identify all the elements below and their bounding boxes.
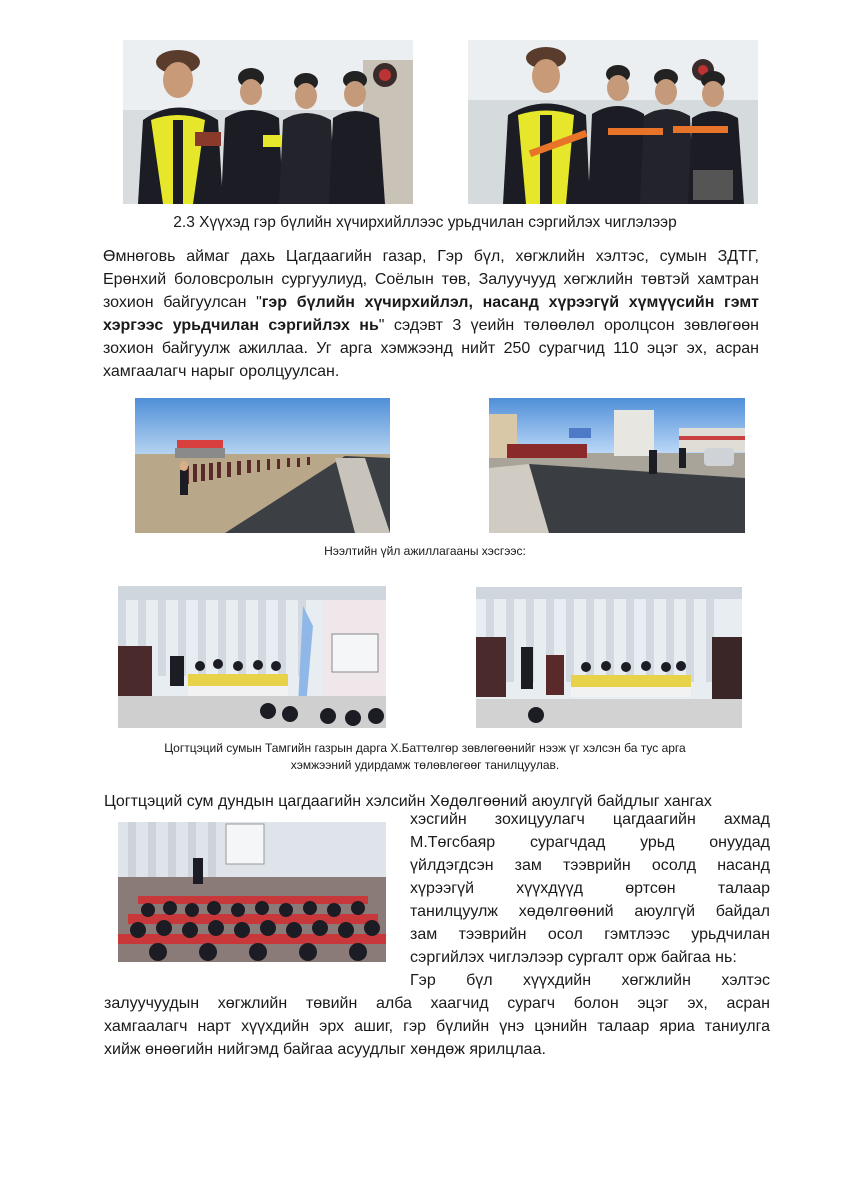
wrap-side-text — [410, 808, 770, 969]
section-heading: 2.3 Хүүхэд гэр бүлийн хүчирхийллээс урьдчилан сэргийлэх чиглэлээр — [173, 214, 677, 231]
photo-march-town — [489, 398, 745, 533]
final-last-line: хийж өнөөгийн нийгэмд байгаа асуудлыг хөндөж ярилцлаа. — [104, 1041, 546, 1058]
photo-march-road — [135, 398, 390, 533]
wrap-side-line: зам тээврийн осол гэмтлээс урьдчилан — [410, 926, 770, 943]
wrap-side-line: М.Төгсбаяр сурагчдад урьд онуудад — [410, 834, 770, 851]
wrap-side-last-line: сэргийлэх чиглэлээр сургалт орж байгаа нь: — [410, 949, 737, 966]
photo-meeting-right — [476, 587, 742, 728]
wrap-first-line: Цогтцэций сум дундын цагдаагийн хэлсийн Хөдөлгөөний аюулгүй байдлыг хангах — [104, 793, 712, 810]
photo-officers-right — [468, 40, 758, 204]
wrap-side-line: хүрээгүй хүүхдүүд өртсөн талаар — [410, 880, 770, 897]
final-line: залуучуудын хөгжлийн төвийн алба хаагчид сурагч болон эцэг эх, асран — [104, 995, 770, 1012]
intro-part1: Өмнөговь аймаг дахь Цагдаагийн газар, Гэр бүл, хөгжлийн хэлтэс, сумын ЗДТГ, Ерөнхий боловсролын сургуулиуд, Соёлын төв, Залуучууд хөгжлийн төвтэй хамтран зохион байгуулсан " — [103, 248, 759, 311]
intro-part2: " сэдэвт 3 үеийн төлөөлөл оролцсон зөвлөгөөн зохион байгуулж ажиллаа. Уг арга хэмжээнд нийт 250 сурагчид 110 эцэг эх, асран хамгаалагч нарыг оролцуулсан. — [103, 317, 759, 380]
wrap-side-line: танилцуулж хөдөлгөөний аюулгүй байдал — [410, 903, 770, 920]
photo-officers-left — [123, 40, 413, 204]
intro-bold-topic: гэр бүлийн хүчирхийлэл, насанд хүрээгүй хүмүүсийн гэмт хэргээс урьдчилан сэргийлэх нь — [103, 294, 759, 334]
wrap-side-line: хэсгийн зохицуулагч цагдаагийн ахмад — [410, 811, 770, 828]
final-paragraph — [104, 992, 770, 1061]
caption-march: Нээлтийн үйл ажиллагааны хэсгээс: — [324, 544, 526, 558]
caption-meeting — [0, 740, 850, 774]
caption-meeting-line1: Цогтцэций сумын Тамгийн газрын дарга Х.Баттөлгөр зөвлөгөөнийг нээж үг хэлсэн ба тус арга — [164, 741, 686, 755]
final-line: хамгаалагч нарт хүүхдийн эрх ашиг, гэр бүлийн үнэ цэнийн талаар яриа таниулга — [104, 1018, 770, 1035]
photo-classroom — [118, 822, 386, 962]
intro-paragraph — [103, 245, 759, 383]
wrap-side-line: үйлдэгдсэн зам тээврийн осолд насанд — [410, 857, 770, 874]
photo-meeting-left — [118, 586, 386, 728]
caption-meeting-line2: хэмжээний удирдамж төлөвлөгөөг танилцуулав. — [290, 758, 560, 772]
final-first-line: Гэр бүл хүүхдийн хөгжлийн хэлтэс — [410, 972, 770, 989]
